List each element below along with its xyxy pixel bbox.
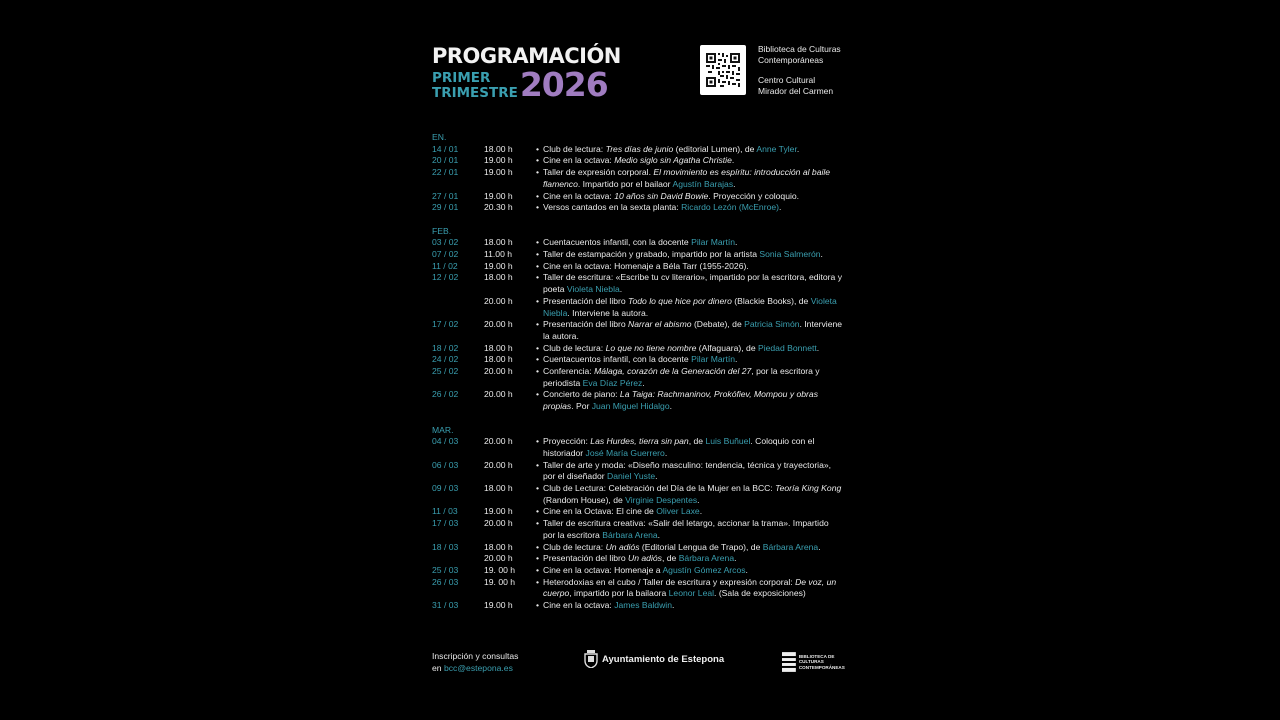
event-row xyxy=(432,483,852,506)
description-text: . xyxy=(820,248,823,259)
description-text: (Editorial Lengua de Trapo), de xyxy=(639,541,763,552)
description-text: . Interviene la autora. xyxy=(543,319,843,341)
event-date xyxy=(432,296,484,319)
event-row xyxy=(432,436,852,459)
person-name: Anne Tyler xyxy=(756,143,797,154)
description-text: (Debate), de xyxy=(691,319,745,330)
event-time: 18.00 h xyxy=(484,342,513,353)
subtitle xyxy=(432,71,518,101)
person-name: Juan Miguel Hidalgo xyxy=(591,401,670,412)
work-title: Málaga, corazón de la Generación del 27 xyxy=(594,366,752,377)
description-text: (Random House), de xyxy=(543,494,626,505)
event-date: 20 / 01 xyxy=(432,155,459,166)
bcc-logo xyxy=(782,652,860,672)
person-name: Violeta Niebla xyxy=(566,284,620,295)
event-description xyxy=(536,272,843,295)
person-name: Virginie Despentes xyxy=(625,494,698,505)
description-text: Cuentacuentos infantil, con la docente xyxy=(543,237,692,248)
event-date: 26 / 03 xyxy=(432,576,459,587)
event-date: 11 / 02 xyxy=(432,260,458,271)
event-time: 19.00 h xyxy=(484,167,513,178)
event-row xyxy=(432,261,852,273)
work-title: Lo que no tiene nombre xyxy=(605,342,697,353)
event-time: 20.00 h xyxy=(484,436,513,447)
person-name: James Baldwin xyxy=(614,600,672,611)
person-name: Bárbara Arena xyxy=(602,529,658,540)
description-text: , por la escritora y periodista xyxy=(543,366,820,388)
event-row xyxy=(432,144,852,156)
event-description xyxy=(536,600,843,612)
description-text: Club de lectura: xyxy=(543,143,606,154)
event-date: 26 / 02 xyxy=(432,389,459,400)
work-title: La Taiga: Rachmaninov, Prokófiev, Mompou y obras propias xyxy=(543,389,818,412)
contact-line: Inscripción y consultas xyxy=(432,651,519,661)
description-text: . xyxy=(657,529,661,540)
event-time: 11.00 h xyxy=(484,248,513,259)
work-title: Tres días de junio xyxy=(605,143,674,154)
description-text: Proyección: xyxy=(543,436,591,447)
event-date: 25 / 02 xyxy=(432,366,459,377)
bcc-logo-text xyxy=(799,654,860,670)
description-text: Presentación del libro xyxy=(543,295,629,306)
venue-1-line-2: Contemporáneas xyxy=(758,54,824,65)
event-time: 19.00 h xyxy=(484,600,513,611)
event-date: 03 / 02 xyxy=(432,237,459,248)
event-description xyxy=(536,191,843,203)
bcc-logo-icon xyxy=(782,652,796,672)
description-text: . xyxy=(796,143,800,154)
description-text: , de xyxy=(661,553,679,564)
event-time: 19. 00 h xyxy=(484,564,516,575)
event-date: 31 / 03 xyxy=(432,600,459,611)
event-row xyxy=(432,366,852,389)
bcc-logo-line-1: BIBLIOTECA DE CULTURAS xyxy=(798,653,835,665)
event-date: 29 / 01 xyxy=(432,202,459,213)
person-name: Agustín Barajas xyxy=(672,178,734,189)
event-schedule xyxy=(432,132,852,612)
description-text: . xyxy=(669,401,672,412)
person-name: Bárbara Arena xyxy=(678,553,735,564)
event-time: 20.00 h xyxy=(484,319,513,330)
event-description xyxy=(536,436,843,459)
event-date: 14 / 01 xyxy=(432,143,459,154)
event-row xyxy=(432,460,852,483)
bcc-logo-line-2: CONTEMPORÁNEAS xyxy=(798,664,845,670)
venue-2-line-2: Mirador del Carmen xyxy=(758,85,834,96)
description-text: Versos cantados en la sexta planta: xyxy=(543,202,682,213)
person-name: Ricardo Lezón (McEnroe) xyxy=(681,202,779,213)
description-text: . Proyección y coloquio. xyxy=(708,190,800,201)
description-text: Presentación del libro xyxy=(543,319,629,330)
description-text: , de xyxy=(688,436,706,447)
description-text: . xyxy=(731,155,735,166)
ayuntamiento-logo xyxy=(584,650,724,668)
event-date: 27 / 01 xyxy=(432,190,459,201)
person-name: Luis Buñuel xyxy=(705,436,751,447)
event-row xyxy=(432,155,852,167)
description-text: . xyxy=(735,237,738,248)
description-text: Cine en la octava: xyxy=(543,155,615,166)
description-text: . xyxy=(664,447,668,458)
person-name: Patricia Simón xyxy=(744,319,800,330)
description-text: Cine en la octava: xyxy=(543,600,615,611)
description-text: . xyxy=(735,354,738,365)
event-description xyxy=(536,249,843,261)
event-date: 25 / 03 xyxy=(432,564,459,575)
event-row xyxy=(432,191,852,203)
event-time: 18.00 h xyxy=(484,483,513,494)
description-text: . xyxy=(745,564,748,575)
event-description xyxy=(536,144,843,156)
description-text: Cine en la octava: xyxy=(543,190,615,201)
description-text: Club de Lectura: Celebración del Día de la Mujer en la BCC: xyxy=(543,483,776,494)
event-time: 20.00 h xyxy=(484,553,513,564)
work-title: Un adiós xyxy=(628,553,662,564)
description-text: Taller de arte y moda: «Diseño masculino: tendencia, técnica y trayectoria», por el diseñador xyxy=(543,459,832,482)
event-row xyxy=(432,237,852,249)
person-name: José María Guerrero xyxy=(585,447,665,458)
work-title: 10 años sin David Bowie xyxy=(614,190,709,201)
event-row xyxy=(432,389,852,412)
person-name: Pilar Martín xyxy=(691,237,736,248)
event-row xyxy=(432,354,852,366)
description-text: . xyxy=(816,342,820,353)
event-poster xyxy=(420,38,860,688)
event-row xyxy=(432,506,852,518)
event-time: 18.00 h xyxy=(484,237,513,248)
person-name: Oliver Laxe xyxy=(656,506,700,517)
event-date: 12 / 02 xyxy=(432,272,459,283)
person-name: Violeta Niebla xyxy=(543,295,837,318)
event-row xyxy=(432,542,852,554)
event-description xyxy=(536,319,843,342)
event-description xyxy=(536,237,843,249)
person-name: Bárbara Arena xyxy=(762,541,819,552)
description-text: Club de lectura: xyxy=(543,541,606,552)
month-label: EN. xyxy=(432,132,447,142)
description-text: . xyxy=(671,600,675,611)
description-text: Cine en la octava: Homenaje a Béla Tarr (1955-2026). xyxy=(543,260,749,271)
event-time: 20.00 h xyxy=(484,459,513,470)
event-row xyxy=(432,518,852,541)
description-text: . Coloquio con el historiador xyxy=(543,436,815,458)
description-text: Taller de expresión corporal. xyxy=(543,167,654,178)
work-title: Todo lo que hice por dinero xyxy=(628,295,732,306)
event-date: 09 / 03 xyxy=(432,483,459,494)
work-title: El movimiento es espíritu: introducción al baile flamenco xyxy=(543,167,831,189)
subtitle-line-1: PRIMER xyxy=(432,70,491,86)
contact-info xyxy=(432,651,518,674)
work-title: De voz, un cuerpo xyxy=(543,576,837,599)
description-text: . (Sala de exposiciones) xyxy=(714,588,806,599)
event-row xyxy=(432,343,852,355)
year: 2026 xyxy=(519,65,608,104)
work-title: Un adiós xyxy=(605,541,640,552)
event-date xyxy=(432,553,484,565)
description-text: Cine en la Octava: El cine de xyxy=(543,506,657,517)
event-date: 17 / 03 xyxy=(432,518,459,529)
event-time: 18.00 h xyxy=(484,541,513,552)
description-text: Presentación del libro xyxy=(543,553,629,564)
contact-email-link[interactable]: bcc@estepona.es xyxy=(443,662,513,673)
person-name: Sonia Salmerón xyxy=(759,248,821,259)
person-name: Daniel Yuste xyxy=(607,471,656,482)
description-text: (editorial Lumen), de xyxy=(673,143,757,154)
ayuntamiento-name: Ayuntamiento de Estepona xyxy=(602,653,725,665)
description-text: . xyxy=(619,284,623,295)
event-row xyxy=(432,319,852,342)
event-description xyxy=(536,483,843,506)
event-date: 22 / 01 xyxy=(432,167,459,178)
event-date: 17 / 02 xyxy=(432,319,459,330)
event-description xyxy=(536,155,843,167)
event-date: 18 / 03 xyxy=(432,541,459,552)
work-title: Medio siglo sin Agatha Christie xyxy=(614,155,732,166)
event-time: 19.00 h xyxy=(484,260,513,271)
description-text: , impartido por la bailaora xyxy=(569,588,669,599)
event-date: 04 / 03 xyxy=(432,436,459,447)
event-description xyxy=(536,366,843,389)
description-text: . xyxy=(818,541,821,552)
event-time: 20.00 h xyxy=(484,518,513,529)
event-date: 06 / 03 xyxy=(432,459,459,470)
person-name: Leonor Leal xyxy=(668,588,715,599)
work-title: Narrar el abismo xyxy=(628,319,692,330)
description-text: . xyxy=(733,178,736,189)
event-row xyxy=(432,600,852,612)
event-row xyxy=(432,167,852,190)
event-row xyxy=(432,272,852,295)
description-text: . xyxy=(642,377,645,388)
person-name: Agustín Gómez Arcos xyxy=(662,564,746,575)
event-description xyxy=(536,565,843,577)
event-description xyxy=(536,542,843,554)
month-label: MAR. xyxy=(432,424,454,435)
person-name: Pilar Martín xyxy=(691,354,736,365)
event-row xyxy=(432,296,852,319)
event-description xyxy=(536,460,843,483)
work-title: Las Hurdes, tierra sin pan xyxy=(590,436,689,447)
description-text: Club de lectura: xyxy=(543,342,606,353)
month-label: FEB. xyxy=(432,225,452,236)
page-title: PROGRAMACIÓN xyxy=(432,44,621,68)
event-time: 20.00 h xyxy=(484,389,513,400)
event-time: 20.00 h xyxy=(484,295,513,306)
event-row xyxy=(432,249,852,261)
event-row xyxy=(432,202,852,214)
event-row xyxy=(432,565,852,577)
event-description xyxy=(536,343,843,355)
description-text: Taller de estampación y grabado, impartido por la artista xyxy=(543,248,760,259)
event-time: 19.00 h xyxy=(484,155,513,166)
description-text: Taller de escritura creativa: «Salir del letargo, accionar la trama». Impartido por la escritora xyxy=(543,518,829,540)
event-time: 20.30 h xyxy=(484,202,513,213)
subtitle-line-2: TRIMESTRE xyxy=(432,85,518,101)
description-text: Cine en la octava: Homenaje a xyxy=(543,564,663,575)
event-time: 20.00 h xyxy=(484,366,513,377)
event-description xyxy=(536,389,843,412)
venue-1-line-1: Biblioteca de Culturas xyxy=(758,44,841,54)
contact-prefix: en xyxy=(432,662,444,673)
coat-of-arms-icon xyxy=(584,650,598,668)
event-date: 11 / 03 xyxy=(432,506,458,517)
event-row xyxy=(432,553,852,565)
description-text: . Por xyxy=(571,401,592,412)
event-description xyxy=(536,518,843,541)
contact-email-line xyxy=(432,663,518,675)
description-text: . Interviene la autora. xyxy=(567,307,649,318)
event-description xyxy=(536,296,843,319)
description-text: . xyxy=(779,202,782,213)
title-block xyxy=(432,44,621,104)
event-time: 18.00 h xyxy=(484,143,513,154)
qr-code-icon[interactable] xyxy=(700,45,746,95)
person-name: Piedad Bonnett xyxy=(757,342,817,353)
description-text: (Alfaguara), de xyxy=(696,342,758,353)
event-time: 19.00 h xyxy=(484,506,513,517)
description-text: Taller de escritura: «Escribe tu cv literario», impartido por la escritora, editora y poeta xyxy=(543,272,842,295)
description-text: Cuentacuentos infantil, con la docente xyxy=(543,354,692,365)
description-text: Conferencia: xyxy=(543,366,595,377)
person-name: Eva Díaz Pérez xyxy=(582,377,643,388)
event-time: 18.00 h xyxy=(484,354,513,365)
description-text: . xyxy=(697,494,700,505)
event-description xyxy=(536,553,843,565)
event-description xyxy=(536,261,843,273)
title-subrow xyxy=(432,65,621,104)
event-date: 18 / 02 xyxy=(432,342,459,353)
description-text: (Blackie Books), de xyxy=(731,295,811,306)
description-text: . xyxy=(655,471,658,482)
event-description xyxy=(536,354,843,366)
work-title: Teoría King Kong xyxy=(775,483,842,494)
description-text: . Impartido por el bailaor xyxy=(577,178,673,189)
event-description xyxy=(536,506,843,518)
event-date: 07 / 02 xyxy=(432,248,459,259)
event-time: 19.00 h xyxy=(484,190,513,201)
event-description xyxy=(536,577,843,600)
venue-list xyxy=(758,44,841,96)
description-text: Concierto de piano: xyxy=(543,389,620,400)
event-row xyxy=(432,577,852,600)
event-date: 24 / 02 xyxy=(432,354,459,365)
description-text: . xyxy=(734,553,737,564)
event-time: 19. 00 h xyxy=(484,576,516,587)
event-time: 18.00 h xyxy=(484,272,513,283)
description-text: Heterodoxias en el cubo / Taller de escritura y expresión corporal: xyxy=(543,576,796,587)
description-text: . xyxy=(699,506,703,517)
venue-2-line-1: Centro Cultural xyxy=(758,75,816,85)
event-description xyxy=(536,202,843,214)
event-description xyxy=(536,167,843,190)
